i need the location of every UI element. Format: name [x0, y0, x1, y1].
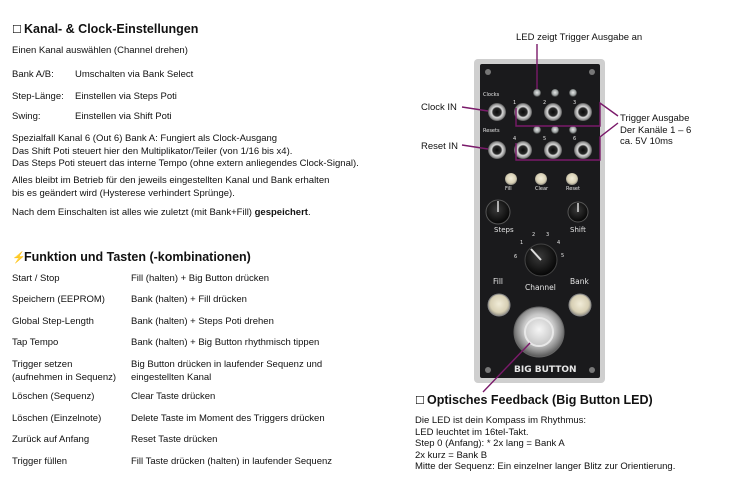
function-value: Bank (halten) + Steps Poti drehen — [131, 316, 274, 327]
led-indicator — [533, 126, 541, 134]
channel-number: 3 — [546, 232, 550, 238]
function-key: Löschen (Sequenz) — [12, 391, 95, 402]
jack-number: 5 — [543, 136, 547, 142]
persist-line: Alles bleibt im Betrieb für den jeweils eingestellten Kanal und Bank erhalten — [12, 175, 330, 186]
led-indicator — [551, 126, 559, 134]
panel-label-clear: Clear — [535, 186, 549, 192]
jack-number: 2 — [543, 100, 547, 106]
function-value: Delete Taste im Moment des Triggers drücken — [131, 413, 325, 424]
panel-label-resets: Resets — [483, 128, 500, 134]
setting-key: Bank A/B: — [12, 69, 54, 80]
led-indicator — [569, 89, 577, 97]
function-key: Global Step-Length — [12, 316, 94, 327]
panel-label-big-button: BIG BUTTON — [514, 365, 577, 375]
function-key: Zurück auf Anfang — [12, 434, 90, 445]
function-key: Tap Tempo — [12, 337, 59, 348]
feedback-line: Die LED ist dein Kompass im Rhythmus: — [415, 415, 587, 426]
panel-label-reset: Reset — [566, 186, 580, 192]
feedback-line: 2x kurz = Bank B — [415, 449, 488, 461]
intro-text: Einen Kanal auswählen (Channel drehen) — [12, 45, 188, 56]
reset-in-jack[interactable] — [488, 141, 506, 159]
channel-number: 6 — [514, 254, 518, 260]
panel-label-bank: Bank — [570, 277, 589, 286]
bank-button[interactable] — [569, 294, 591, 316]
function-key: Trigger füllen — [12, 456, 68, 467]
function-key-line: (aufnehmen in Sequenz) — [12, 371, 117, 383]
panel-label-channel: Channel — [525, 283, 556, 292]
callout-line: Trigger Ausgabe — [620, 113, 690, 124]
fill-button[interactable] — [488, 294, 510, 316]
section-feedback-heading — [415, 393, 653, 407]
feedback-line: LED leuchtet im 16tel-Takt. — [415, 426, 529, 438]
callout-line: ca. 5V 10ms — [620, 136, 673, 147]
function-value: Bank (halten) + Fill drücken — [131, 294, 247, 305]
mount-screw — [589, 367, 595, 373]
callout-reset-in: Reset IN — [421, 141, 458, 152]
function-value: Reset Taste drücken — [131, 434, 218, 445]
function-value: Clear Taste drücken — [131, 391, 216, 402]
led-indicator — [551, 89, 559, 97]
jack-number: 4 — [513, 136, 517, 142]
mount-screw — [485, 367, 491, 373]
trigger-out-jack[interactable] — [544, 141, 562, 159]
trigger-out-jack[interactable] — [574, 141, 592, 159]
led-indicator — [533, 89, 541, 97]
feedback-line: Mitte der Sequenz: Ein einzelner langer Blitz zur Orientierung. — [415, 461, 676, 472]
function-value-line: Big Button drücken in laufender Sequenz und — [131, 359, 323, 370]
clear-button[interactable] — [535, 173, 547, 185]
feedback-line: Step 0 (Anfang): * 2x lang = Bank A — [415, 438, 565, 449]
mount-screw — [589, 69, 595, 75]
box-glyph-icon: ☐ — [415, 395, 425, 407]
trigger-out-jack[interactable] — [544, 103, 562, 121]
panel-label-clocks: Clocks — [483, 92, 500, 98]
feedback-text — [415, 415, 675, 473]
function-key: Speichern (EEPROM) — [12, 294, 105, 305]
section-title: Kanal- & Clock-Einstellungen — [24, 22, 199, 36]
saved-suffix: . — [307, 207, 311, 218]
saved-prefix: Nach dem Einschalten ist alles wie zuletzt (mit Bank+Fill) — [12, 207, 255, 218]
lightning-icon: ⚡ — [12, 252, 26, 264]
panel-label-fill-small: Fill — [505, 186, 512, 192]
setting-key: Swing: — [12, 111, 41, 122]
jack-number: 6 — [573, 136, 577, 142]
box-glyph-icon: ☐ — [12, 24, 22, 36]
channel-number: 5 — [561, 253, 565, 259]
callout-clock-in: Clock IN — [421, 102, 457, 113]
jack-number: 1 — [513, 100, 517, 106]
callout-led-trigger: LED zeigt Trigger Ausgabe an — [516, 32, 643, 43]
function-key: Start / Stop — [12, 273, 60, 284]
function-value: Fill Taste drücken (halten) in laufender Sequenz — [131, 456, 333, 467]
function-key: Löschen (Einzelnote) — [12, 413, 102, 424]
function-value: Fill (halten) + Big Button drücken — [131, 273, 270, 284]
special-line: Das Steps Poti steuert das interne Tempo (ohne extern anliegendes Clock-Signal). — [12, 158, 359, 169]
panel-label-shift: Shift — [570, 226, 586, 234]
function-value-line: eingestellten Kanal — [131, 371, 212, 383]
clock-in-jack[interactable] — [488, 103, 506, 121]
function-value: Bank (halten) + Big Button rhythmisch tippen — [131, 337, 320, 348]
section-title: Funktion und Tasten (-kombinationen) — [24, 250, 251, 264]
setting-value: Umschalten via Bank Select — [75, 69, 194, 80]
section-title: Optisches Feedback (Big Button LED) — [427, 393, 653, 407]
channel-number: 4 — [557, 240, 561, 246]
saved-bold: gespeichert — [254, 207, 308, 218]
persist-line: bis es geändert wird (Hysterese verhindert Sprünge). — [12, 187, 235, 199]
setting-key: Step-Länge: — [12, 91, 64, 102]
channel-number: 1 — [520, 240, 524, 246]
function-key-line: Trigger setzen — [12, 359, 73, 370]
special-line: Spezialfall Kanal 6 (Out 6) Bank A: Fungiert als Clock-Ausgang — [12, 133, 278, 144]
fill-small-button[interactable] — [505, 173, 517, 185]
led-indicator — [569, 126, 577, 134]
big-button[interactable] — [514, 307, 564, 357]
trigger-out-jack[interactable] — [574, 103, 592, 121]
setting-value: Einstellen via Steps Poti — [75, 91, 177, 102]
callout-line: Der Kanäle 1 – 6 — [620, 124, 692, 136]
panel-label-steps: Steps — [494, 226, 514, 234]
setting-value: Einstellen via Shift Poti — [75, 111, 172, 122]
reset-button[interactable] — [566, 173, 578, 185]
channel-number: 2 — [532, 232, 536, 238]
special-line: Das Shift Poti steuert hier den Multiplikator/Teiler (von 1/16 bis x4). — [12, 145, 293, 157]
mount-screw — [485, 69, 491, 75]
jack-number: 3 — [573, 100, 577, 106]
panel-label-fill: Fill — [493, 277, 504, 286]
